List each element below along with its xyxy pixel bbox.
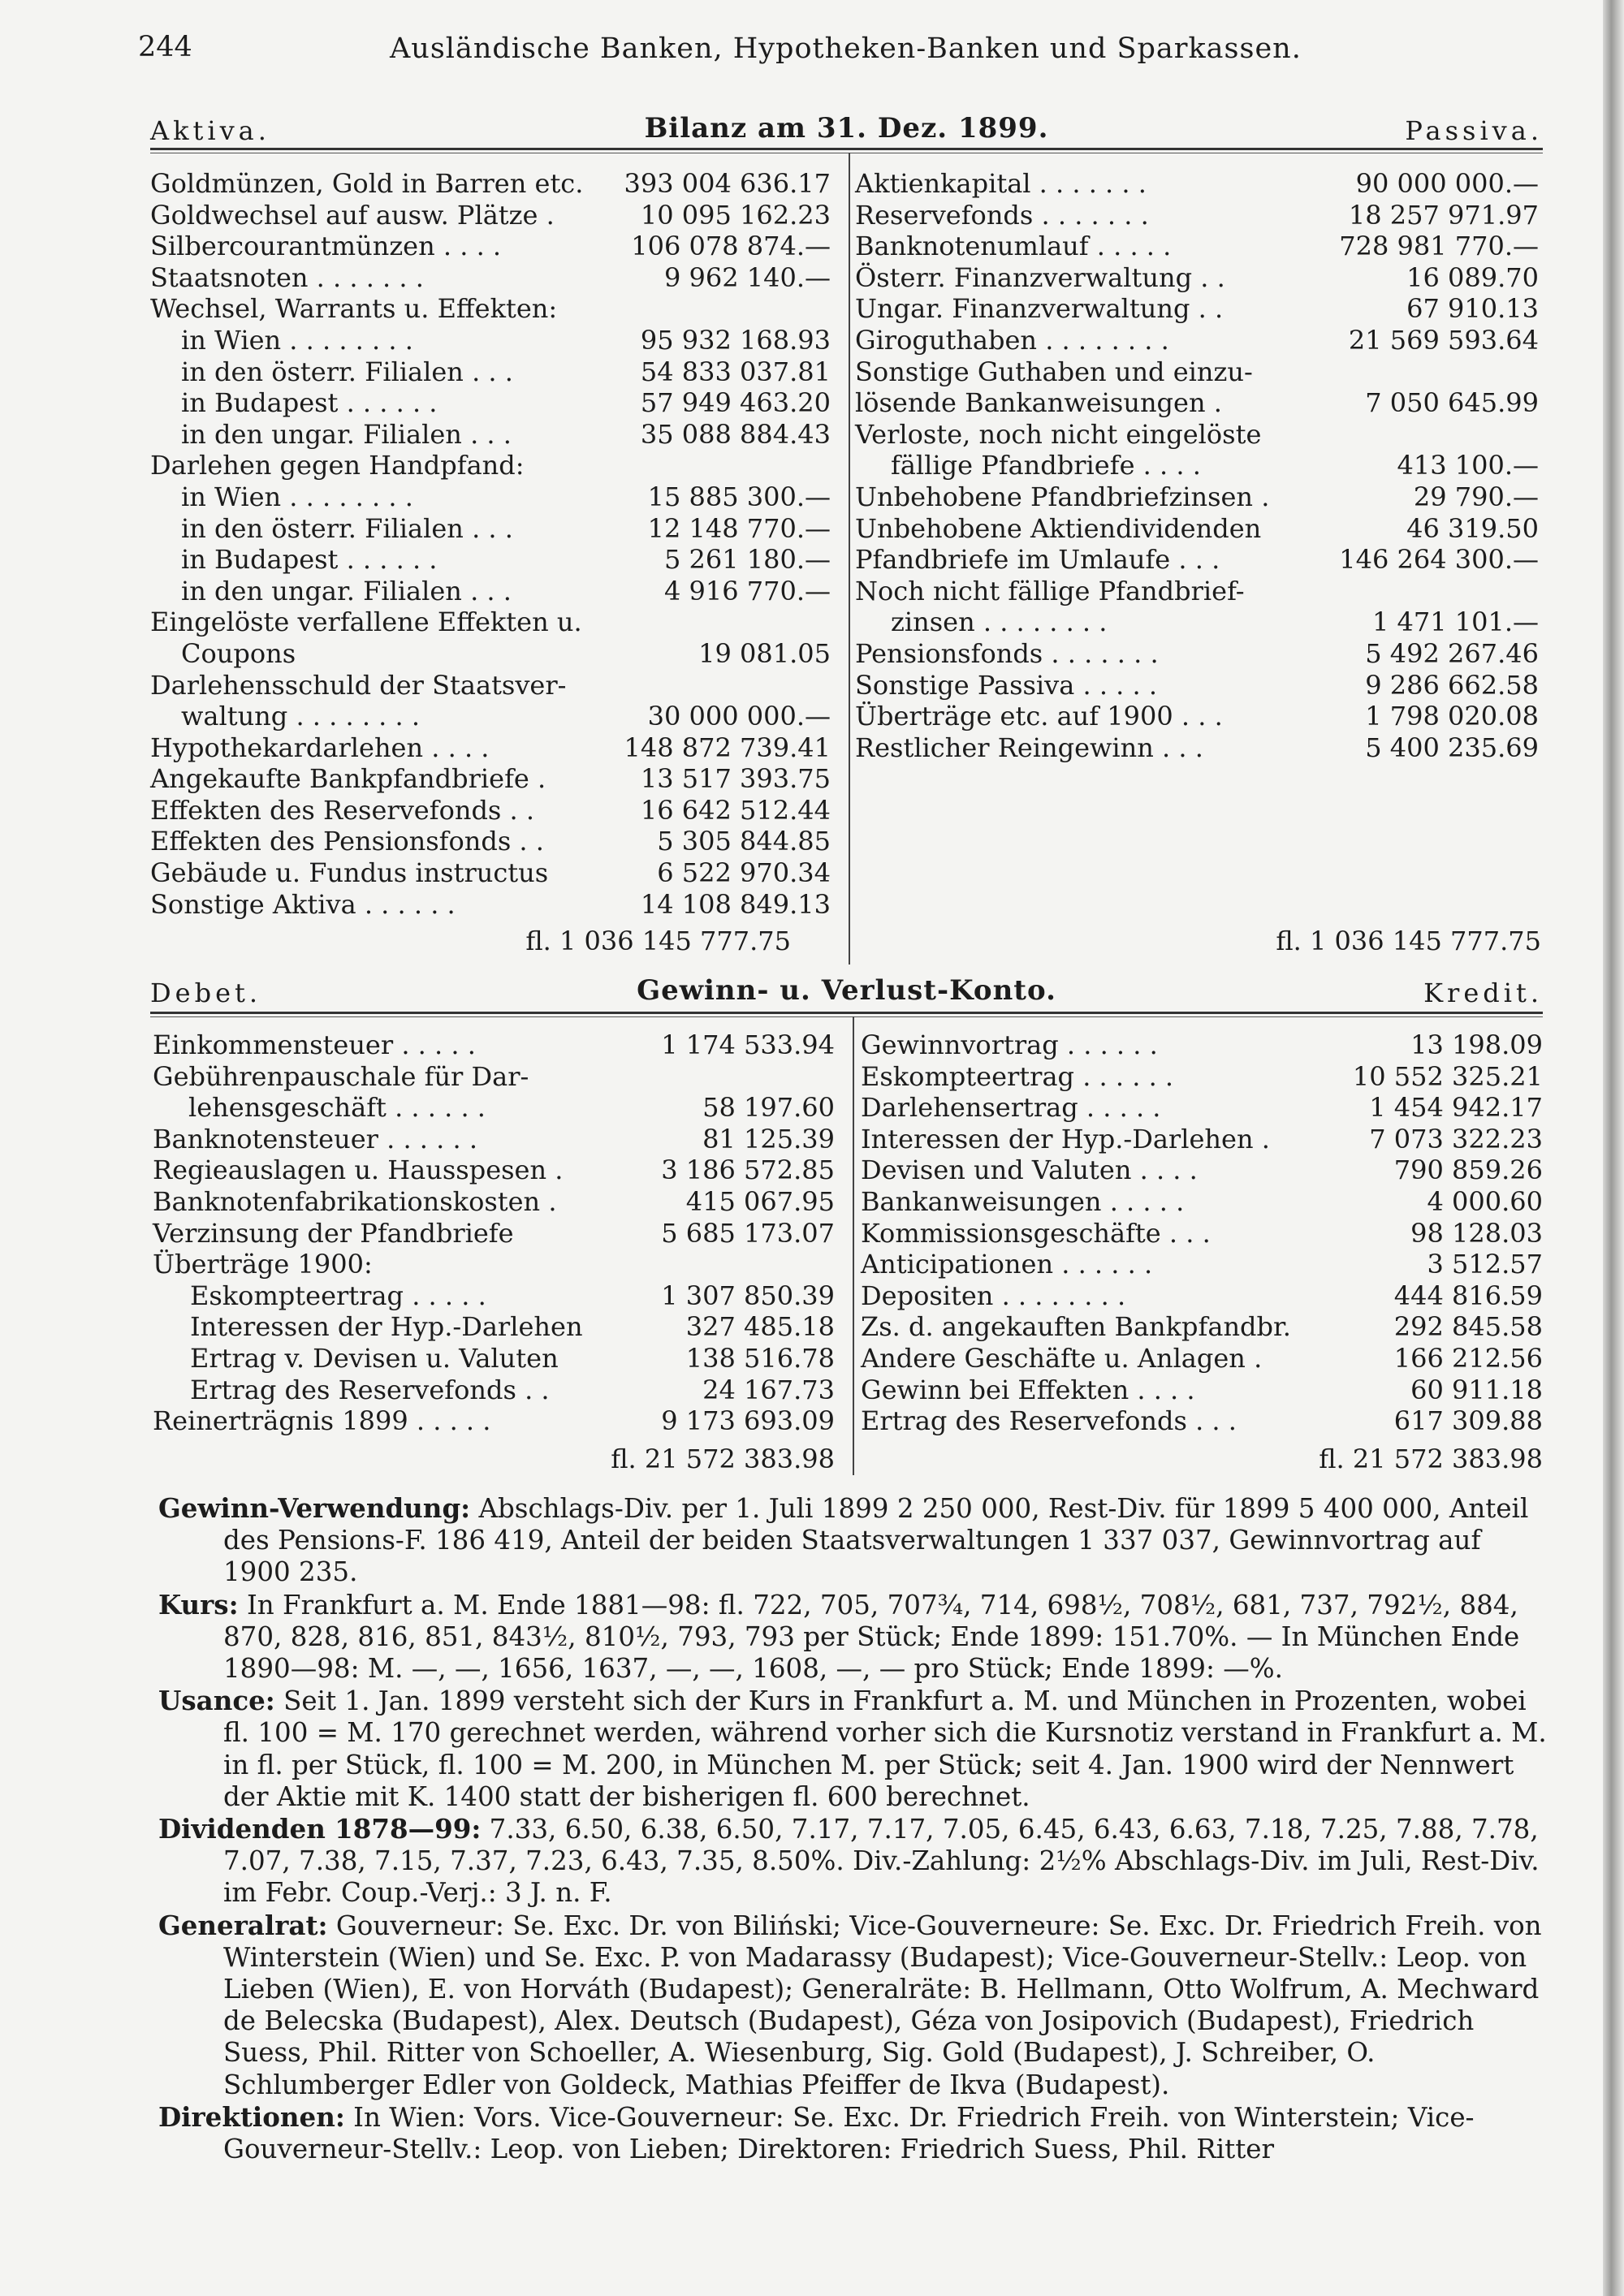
ledger-value: 5 685 173.07 [661, 1217, 835, 1249]
ledger-row [861, 1092, 1543, 1124]
ledger-row [855, 231, 1539, 262]
ledger-row [153, 1061, 835, 1093]
ledger-value: 728 981 770.— [1339, 231, 1539, 262]
ledger-label: waltung . . . . . . . . [181, 701, 421, 732]
ledger-value: 138 516.78 [685, 1342, 835, 1374]
ledger-value: 98 128.03 [1410, 1217, 1543, 1249]
ledger-row [861, 1249, 1543, 1280]
ledger-value: 13 198.09 [1410, 1029, 1543, 1060]
ledger-value: 30 000 000.— [647, 701, 831, 732]
aktiva-column [150, 168, 831, 920]
ledger-value: 393 004 636.17 [624, 168, 831, 199]
ledger-row [153, 1154, 835, 1186]
ledger-value: 35 088 884.43 [640, 418, 831, 450]
ledger-value: 5 400 235.69 [1365, 732, 1539, 763]
ledger-label: in Budapest . . . . . . [181, 544, 438, 576]
note-text: In Wien: Vors. Vice-Gouverneur: Se. Exc. Dr. Friedrich Freih. von Winterstein; Vice-Gouverneur-Stellv.: Leop. von Lieben; Direktoren: Friedrich Suess, Phil. Ritter [223, 2101, 1475, 2165]
ledger-label: Noch nicht fällige Pfandbrief- [855, 575, 1245, 606]
ledger-label: Ertrag des Reservefonds . . [190, 1374, 550, 1405]
ledger-label: Staatsnoten . . . . . . . [150, 261, 424, 293]
ledger-label: Darlehen gegen Handpfand: [150, 450, 525, 481]
ledger-label: Pensionsfonds . . . . . . . [855, 637, 1159, 669]
ledger-row [855, 356, 1539, 388]
ledger-row [855, 325, 1539, 356]
ledger-value: 444 816.59 [1393, 1280, 1543, 1311]
ledger-label: Eingelöste verfallene Effekten u. [150, 606, 582, 638]
ledger-value: 9 173 693.09 [661, 1405, 835, 1437]
balance-header [150, 112, 1543, 148]
ledger-label: fällige Pfandbriefe . . . . [891, 450, 1201, 481]
passiva-label: Passiva. [1405, 115, 1543, 146]
ledger-value: 57 949 463.20 [640, 387, 831, 419]
ledger-label: in den ungar. Filialen . . . [181, 575, 512, 606]
ledger-row [861, 1375, 1543, 1406]
ledger-row [153, 1343, 835, 1375]
ledger-label: Sonstige Aktiva . . . . . . [150, 888, 456, 920]
ledger-value: 146 264 300.— [1339, 544, 1539, 576]
ledger-row [861, 1405, 1543, 1437]
ledger-value: 10 552 325.21 [1352, 1060, 1543, 1092]
ledger-label: Devisen und Valuten . . . . [861, 1154, 1198, 1186]
ledger-value: 7 050 645.99 [1365, 387, 1539, 419]
ledger-label: Regieauslagen u. Hausspesen . [153, 1154, 564, 1186]
ledger-label: Silbercourantmünzen . . . . [150, 231, 502, 262]
ledger-label: Darlehensschuld der Staatsver- [150, 669, 567, 701]
ledger-row [855, 576, 1539, 607]
ledger-value: 1 471 101.— [1371, 606, 1539, 638]
pl-divider [853, 1016, 854, 1475]
ledger-value: 90 000 000.— [1355, 168, 1539, 199]
ledger-value: 292 845.58 [1393, 1311, 1543, 1343]
ledger-label: Unbehobene Aktiendividenden [855, 512, 1262, 544]
ledger-row [861, 1029, 1543, 1061]
ledger-label: Aktienkapital . . . . . . . [855, 168, 1147, 199]
note-usance [158, 1685, 1551, 1813]
ledger-label: Reservefonds . . . . . . . [855, 199, 1149, 231]
ledger-row [150, 481, 831, 513]
ledger-row [150, 168, 831, 200]
pl-top-rule-thin [150, 1016, 1543, 1017]
ledger-label: Sonstige Passiva . . . . . [855, 669, 1158, 701]
ledger-row [150, 638, 831, 670]
ledger-value: 3 512.57 [1427, 1249, 1543, 1280]
ledger-label: Verloste, noch nicht eingelöste [855, 418, 1262, 450]
ledger-label: Ertrag des Reservefonds . . . [861, 1405, 1237, 1437]
ledger-row [150, 450, 831, 481]
ledger-value: 6 522 970.34 [657, 857, 831, 889]
ledger-label: Banknotenumlauf . . . . . [855, 231, 1172, 262]
kredit-label: Kredit. [1423, 978, 1543, 1008]
note-gewinn-verwendung [158, 1492, 1551, 1589]
ledger-label: Unbehobene Pfandbriefzinsen . [855, 481, 1270, 512]
ledger-label: Gewinnvortrag . . . . . . [861, 1029, 1158, 1060]
ledger-row [861, 1311, 1543, 1343]
ledger-row [861, 1186, 1543, 1218]
ledger-label: in Budapest . . . . . . [181, 387, 438, 419]
ledger-label: zinsen . . . . . . . . [891, 606, 1108, 638]
ledger-row [153, 1218, 835, 1249]
ledger-label: in Wien . . . . . . . . [181, 481, 413, 512]
pl-title: Gewinn- u. Verlust-Konto. [637, 974, 1056, 1007]
ledger-row [855, 544, 1539, 576]
ledger-label: Banknotenfabrikationskosten . [153, 1185, 557, 1217]
ledger-value: 106 078 874.— [631, 231, 831, 262]
ledger-value: 617 309.88 [1393, 1405, 1543, 1437]
ledger-label: Giroguthaben . . . . . . . . [855, 324, 1169, 356]
ledger-value: 54 833 037.81 [640, 356, 831, 387]
note-keyword: Usance: [158, 1685, 275, 1717]
ledger-label: Einkommensteuer . . . . . [153, 1029, 476, 1060]
ledger-row [855, 732, 1539, 764]
ledger-value: 13 517 393.75 [640, 763, 831, 795]
debet-column [153, 1029, 835, 1437]
ledger-label: Interessen der Hyp.-Darlehen [190, 1311, 583, 1343]
ledger-label: Kommissionsgeschäfte . . . [861, 1217, 1211, 1249]
ledger-row [150, 576, 831, 607]
ledger-row [150, 606, 831, 638]
ledger-row [855, 168, 1539, 200]
note-keyword: Kurs: [158, 1588, 239, 1621]
ledger-row [855, 293, 1539, 325]
ledger-label: Effekten des Reservefonds . . [150, 794, 535, 826]
ledger-row [855, 481, 1539, 513]
ledger-row [153, 1280, 835, 1312]
ledger-label: Überträge 1900: [153, 1249, 373, 1280]
ledger-row [861, 1343, 1543, 1375]
ledger-label: lehensgeschäft . . . . . . [188, 1092, 486, 1124]
ledger-value: 46 319.50 [1406, 512, 1539, 544]
ledger-row [855, 606, 1539, 638]
ledger-label: Sonstige Guthaben und einzu- [855, 356, 1253, 387]
ledger-row [855, 701, 1539, 732]
ledger-value: 19 081.05 [698, 637, 831, 669]
ledger-row [150, 293, 831, 325]
ledger-label: in Wien . . . . . . . . [181, 324, 413, 356]
note-keyword: Direktionen: [158, 2100, 345, 2133]
ledger-value: 1 454 942.17 [1369, 1092, 1543, 1124]
ledger-value: 95 932 168.93 [640, 324, 831, 356]
note-generalrat [158, 1910, 1551, 2101]
ledger-label: Gebührenpauschale für Dar- [153, 1060, 529, 1092]
ledger-value: 1 798 020.08 [1365, 701, 1539, 732]
ledger-row [150, 544, 831, 576]
ledger-value: 16 642 512.44 [640, 794, 831, 826]
ledger-label: Goldwechsel auf ausw. Plätze . [150, 199, 555, 231]
ledger-value: 1 174 533.94 [661, 1029, 835, 1060]
ledger-row [855, 670, 1539, 701]
ledger-row [150, 795, 831, 826]
running-title: Ausländische Banken, Hypotheken-Banken und Sparkassen. [390, 32, 1302, 65]
ledger-value: 148 872 739.41 [624, 732, 831, 763]
ledger-value: 9 962 140.— [663, 261, 831, 293]
ledger-label: Pfandbriefe im Umlaufe . . . [855, 544, 1220, 576]
ledger-row [855, 513, 1539, 545]
ledger-row [150, 387, 831, 419]
ledger-label: Goldmünzen, Gold in Barren etc. [150, 168, 584, 199]
ledger-row [150, 325, 831, 356]
ledger-label: Effekten des Pensionsfonds . . [150, 826, 544, 857]
ledger-value: 4 000.60 [1427, 1185, 1543, 1217]
ledger-label: Coupons [181, 637, 296, 669]
ledger-value: 58 197.60 [702, 1092, 835, 1124]
ledger-label: Österr. Finanzverwaltung . . [855, 261, 1225, 293]
ledger-value: 327 485.18 [685, 1311, 835, 1343]
page-number: 244 [138, 31, 192, 63]
ledger-label: Banknotensteuer . . . . . . [153, 1123, 477, 1154]
ledger-row [153, 1249, 835, 1280]
note-dividenden [158, 1813, 1551, 1910]
ledger-value: 12 148 770.— [647, 512, 831, 544]
ledger-label: Bankanweisungen . . . . . [861, 1185, 1185, 1217]
ledger-value: 29 790.— [1413, 481, 1539, 512]
ledger-label: Zs. d. angekauften Bankpfandbr. [861, 1311, 1291, 1343]
notes-section [158, 1492, 1551, 2165]
ledger-row [150, 826, 831, 857]
ledger-row [855, 387, 1539, 419]
ledger-label: Darlehensertrag . . . . . [861, 1092, 1161, 1124]
ledger-row [153, 1029, 835, 1061]
ledger-row [150, 262, 831, 294]
ledger-label: in den ungar. Filialen . . . [181, 418, 512, 450]
ledger-label: Verzinsung der Pfandbriefe [153, 1217, 514, 1249]
note-text: Abschlags-Div. per 1. Juli 1899 2 250 000, Rest-Div. für 1899 5 400 000, Anteil des Pensions-F. 186 419, Anteil der beiden Staatsverwaltungen 1 337 037, Gewinnvortrag auf 1900 235. [223, 1493, 1529, 1588]
ledger-value: 60 911.18 [1410, 1374, 1543, 1405]
ledger-label: Andere Geschäfte u. Anlagen . [861, 1342, 1263, 1374]
ledger-row [150, 763, 831, 795]
ledger-value: 790 859.26 [1393, 1154, 1543, 1186]
ledger-value: 15 885 300.— [647, 481, 831, 512]
ledger-value: 5 492 267.46 [1365, 637, 1539, 669]
pl-top-rule [150, 1012, 1543, 1014]
ledger-row [855, 200, 1539, 231]
ledger-row [855, 262, 1539, 294]
debet-label: Debet. [150, 978, 262, 1008]
ledger-row [855, 450, 1539, 481]
balance-divider [849, 153, 850, 965]
note-keyword: Gewinn-Verwendung: [158, 1492, 471, 1524]
passiva-column [855, 168, 1539, 763]
ledger-value: 14 108 849.13 [640, 888, 831, 920]
note-keyword: Generalrat: [158, 1909, 328, 1941]
ledger-label: Überträge etc. auf 1900 . . . [855, 701, 1223, 732]
note-text: 7.33, 6.50, 6.38, 6.50, 7.17, 7.17, 7.05, 6.45, 6.43, 6.63, 7.18, 7.25, 7.88, 7.78, 7.07, 7.38, 7.15, 7.37, 7.23, 6.43, 7.35, 8.50%. Div.-Zahlung: 2½% Abschlags-Div. im Juli, Rest-Div. im Febr. Coup.-Verj.: 3 J. n. F. [223, 1814, 1540, 1909]
ledger-label: in den österr. Filialen . . . [181, 512, 513, 544]
ledger-label: lösende Bankanweisungen . [855, 387, 1222, 419]
ledger-value: 413 100.— [1397, 450, 1539, 481]
note-keyword: Dividenden 1878—99: [158, 1813, 482, 1845]
ledger-value: 5 305 844.85 [657, 826, 831, 857]
running-head [138, 31, 1535, 71]
ledger-label: Gewinn bei Effekten . . . . [861, 1374, 1195, 1405]
aktiva-label: Aktiva. [150, 115, 270, 146]
ledger-label: in den österr. Filialen . . . [181, 356, 513, 387]
ledger-label: Eskompteertrag . . . . . . [861, 1060, 1174, 1092]
ledger-label: Angekaufte Bankpfandbriefe . [150, 763, 546, 795]
ledger-row [150, 701, 831, 732]
balance-top-rule [150, 148, 1543, 150]
ledger-row [855, 419, 1539, 451]
ledger-row [153, 1092, 835, 1124]
ledger-row [150, 857, 831, 889]
kredit-column [861, 1029, 1543, 1437]
ledger-value: 166 212.56 [1393, 1342, 1543, 1374]
ledger-value: 21 569 593.64 [1348, 324, 1539, 356]
page-edge [1603, 0, 1624, 2296]
ledger-row [855, 638, 1539, 670]
ledger-value: 18 257 971.97 [1348, 199, 1539, 231]
ledger-row [861, 1154, 1543, 1186]
ledger-row [153, 1124, 835, 1155]
ledger-label: Reinerträgnis 1899 . . . . . [153, 1405, 491, 1437]
ledger-label: Ertrag v. Devisen u. Valuten [190, 1342, 559, 1374]
note-text: In Frankfurt a. M. Ende 1881—98: fl. 722, 705, 707¾, 714, 698½, 708½, 681, 737, 792½, 884, 870, 828, 816, 851, 843½, 810½, 793, 793 per Stück; Ende 1899: 151.70%. — In München Ende 1890—98: M. —, —, 1656, 1637, —, —, 1608, —, — pro Stück; Ende 1899: —%. [223, 1589, 1520, 1685]
debet-total: fl. 21 572 383.98 [611, 1444, 835, 1474]
ledger-row [150, 732, 831, 764]
ledger-value: 24 167.73 [702, 1374, 835, 1405]
ledger-value: 7 073 322.23 [1369, 1123, 1543, 1154]
ledger-row [153, 1186, 835, 1218]
ledger-label: Restlicher Reingewinn . . . [855, 732, 1203, 763]
ledger-row [150, 419, 831, 451]
ledger-value: 415 067.95 [685, 1185, 835, 1217]
ledger-value: 67 910.13 [1406, 293, 1539, 325]
ledger-label: Hypothekardarlehen . . . . [150, 732, 490, 763]
ledger-value: 5 261 180.— [663, 544, 831, 576]
ledger-value: 9 286 662.58 [1365, 669, 1539, 701]
ledger-label: Depositen . . . . . . . . [861, 1280, 1126, 1311]
ledger-row [150, 889, 831, 921]
ledger-value: 4 916 770.— [663, 575, 831, 606]
ledger-row [150, 231, 831, 262]
ledger-row [861, 1061, 1543, 1093]
ledger-row [150, 670, 831, 701]
pl-header [150, 974, 1543, 1010]
aktiva-total: fl. 1 036 145 777.75 [525, 926, 791, 956]
ledger-row [861, 1218, 1543, 1249]
ledger-row [153, 1405, 835, 1437]
passiva-total: fl. 1 036 145 777.75 [1276, 926, 1541, 956]
ledger-row [153, 1375, 835, 1406]
ledger-value: 81 125.39 [702, 1123, 835, 1154]
ledger-row [861, 1124, 1543, 1155]
ledger-row [150, 513, 831, 545]
ledger-value: 1 307 850.39 [661, 1280, 835, 1311]
ledger-label: Interessen der Hyp.-Darlehen . [861, 1123, 1270, 1154]
note-kurs [158, 1589, 1551, 1685]
note-direktionen [158, 2101, 1551, 2165]
ledger-row [861, 1280, 1543, 1312]
ledger-value: 10 095 162.23 [640, 199, 831, 231]
ledger-value: 3 186 572.85 [661, 1154, 835, 1186]
ledger-row [153, 1311, 835, 1343]
ledger-label: Ungar. Finanzverwaltung . . [855, 293, 1224, 325]
note-text: Seit 1. Jan. 1899 versteht sich der Kurs in Frankfurt a. M. und München in Prozenten, wobei fl. 100 = M. 170 gerechnet werden, während vorher sich die Kursnotiz verstand in Frankfurt a. M. in fl. per Stück, fl. 100 = M. 200, in München M. per Stück; seit 4. Jan. 1900 wird der Nennwert der Aktie mit K. 1400 statt der bisherigen fl. 600 berechnet. [223, 1685, 1547, 1812]
ledger-value: 16 089.70 [1406, 261, 1539, 293]
ledger-row [150, 200, 831, 231]
kredit-total: fl. 21 572 383.98 [1319, 1444, 1543, 1474]
ledger-label: Anticipationen . . . . . . [861, 1249, 1153, 1280]
ledger-label: Gebäude u. Fundus instructus [150, 857, 549, 889]
ledger-label: Eskompteertrag . . . . . [190, 1280, 486, 1311]
ledger-row [150, 356, 831, 388]
note-text: Gouverneur: Se. Exc. Dr. von Biliński; Vice-Gouverneure: Se. Exc. Dr. Friedrich Freih. von Winterstein (Wien) und Se. Exc. P. von Madarassy (Budapest); Vice-Gouverneur-Stellv.: Leop. von Lieben (Wien), E. von Horváth (Budapest); Generalräte: B. Hellmann, Otto Wolfrum, A. Mechward de Belecska (Budapest), Alex. Deutsch (Budapest), Géza von Josipovich (Budapest), Friedrich Suess, Phil. Ritter von Schoeller, A. Wiesenburg, Sig. Gold (Budapest), J. Schreiber, O. Schlumberger Edler von Goldeck, Mathias Pfeiffer de Ikva (Budapest). [223, 1910, 1542, 2100]
ledger-label: Wechsel, Warrants u. Effekten: [150, 293, 558, 325]
balance-title: Bilanz am 31. Dez. 1899. [644, 112, 1049, 145]
